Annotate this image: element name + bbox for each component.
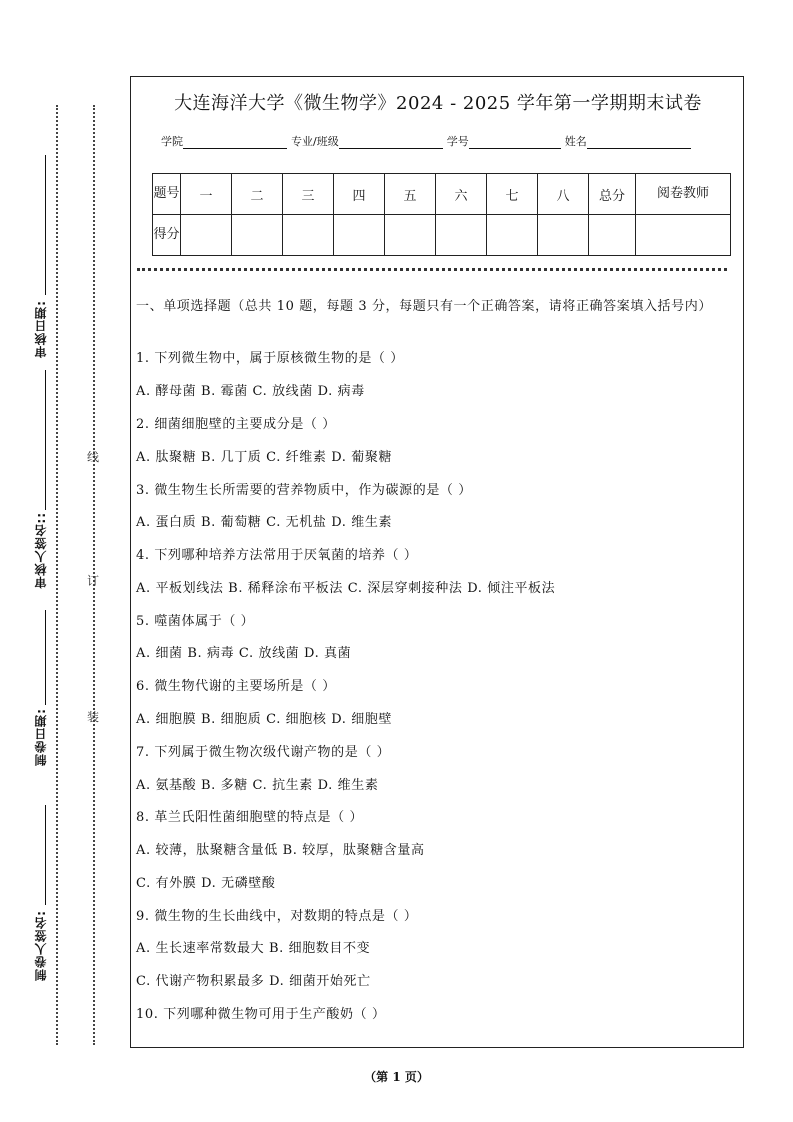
dotted-separator (137, 268, 727, 271)
score-table-header-row (153, 174, 731, 215)
question: 4. 下列哪种培养方法常用于厌氧菌的培养（ ） (136, 548, 418, 563)
total-score-column: 总分 (589, 174, 636, 215)
section-column: 四 (334, 174, 385, 215)
college-field[interactable] (183, 136, 287, 149)
score-cell[interactable] (283, 215, 334, 256)
reviewer-signature-label: 审核人签名:: (34, 512, 48, 589)
student-id-field[interactable] (469, 136, 561, 149)
section-column: 三 (283, 174, 334, 215)
question: 9. 微生物的生长曲线中，对数期的特点是（ ） (136, 909, 418, 924)
exam-frame (130, 76, 744, 1048)
score-label: 得分 (153, 215, 181, 256)
score-cell[interactable] (385, 215, 436, 256)
question: 10. 下列哪种微生物可用于生产酸奶（ ） (136, 1007, 386, 1022)
question-options: C. 代谢产物积累最多 D. 细菌开始死亡 (136, 974, 371, 989)
score-cell[interactable] (538, 215, 589, 256)
score-cell[interactable] (232, 215, 283, 256)
score-table (152, 173, 731, 256)
reviewer-cell[interactable] (636, 215, 731, 256)
student-info-row (161, 133, 695, 149)
score-table-score-row (153, 215, 731, 256)
question-options: A. 生长速率常数最大 B. 细胞数目不变 (136, 941, 371, 956)
name-label: 姓名 (564, 135, 587, 148)
bind-char-line: 线 (87, 450, 100, 464)
question-options: A. 酵母菌 B. 霉菌 C. 放线菌 D. 病毒 (136, 384, 365, 399)
student-id-label: 学号 (446, 135, 469, 148)
question: 5. 噬菌体属于（ ） (136, 614, 255, 629)
section-column: 五 (385, 174, 436, 215)
review-date-label: 审核日期: (34, 300, 48, 358)
college-label: 学院 (161, 135, 183, 148)
exam-title: 大连海洋大学《微生物学》2024 - 2025 学年第一学期期末试卷 (174, 93, 702, 114)
signature-line (45, 370, 46, 510)
question-options: A. 细胞膜 B. 细胞质 C. 细胞核 D. 细胞壁 (136, 712, 393, 727)
total-score-cell[interactable] (589, 215, 636, 256)
question: 2. 细菌细胞壁的主要成分是（ ） (136, 417, 336, 432)
compile-date-label: 制卷日期: (34, 708, 48, 766)
signature-line (45, 805, 46, 905)
binding-dotted-line (56, 105, 58, 1045)
question-options: A. 蛋白质 B. 葡萄糖 C. 无机盐 D. 维生素 (136, 515, 393, 530)
major-class-field[interactable] (339, 136, 443, 149)
question: 6. 微生物代谢的主要场所是（ ） (136, 679, 336, 694)
bind-char-staple: 订 (87, 574, 100, 588)
question-options: C. 有外膜 D. 无磷壁酸 (136, 876, 276, 891)
question: 7. 下列属于微生物次级代谢产物的是（ ） (136, 745, 391, 760)
question-number-label: 题号 (153, 174, 181, 215)
score-cell[interactable] (487, 215, 538, 256)
question: 8. 革兰氏阳性菌细胞壁的特点是（ ） (136, 810, 364, 825)
major-class-label: 专业/班级 (291, 135, 339, 148)
score-cell[interactable] (436, 215, 487, 256)
reviewer-column: 阅卷教师 (636, 174, 731, 215)
section-column: 一 (181, 174, 232, 215)
section-intro: 一、单项选择题（总共 10 题，每题 3 分，每题只有一个正确答案，请将正确答案填入括号内） (136, 299, 712, 314)
signature-line (45, 610, 46, 705)
score-cell[interactable] (334, 215, 385, 256)
question-options: A. 肽聚糖 B. 几丁质 C. 纤维素 D. 葡聚糖 (136, 450, 393, 465)
signature-line (45, 155, 46, 295)
question-options: A. 较薄，肽聚糖含量低 B. 较厚，肽聚糖含量高 (136, 843, 425, 858)
section-column: 七 (487, 174, 538, 215)
question-options: A. 氨基酸 B. 多糖 C. 抗生素 D. 维生素 (136, 778, 379, 793)
compiler-signature-label: 制卷人签名: (34, 910, 48, 981)
question-options: A. 细菌 B. 病毒 C. 放线菌 D. 真菌 (136, 646, 352, 661)
section-column: 八 (538, 174, 589, 215)
bind-char-bind: 装 (87, 710, 100, 724)
score-cell[interactable] (181, 215, 232, 256)
section-column: 六 (436, 174, 487, 215)
question: 1. 下列微生物中，属于原核微生物的是（ ） (136, 351, 404, 366)
section-column: 二 (232, 174, 283, 215)
question: 3. 微生物生长所需要的营养物质中，作为碳源的是（ ） (136, 483, 472, 498)
page-number: （第 1 页） (364, 1070, 429, 1084)
question-options: A. 平板划线法 B. 稀释涂布平板法 C. 深层穿刺接种法 D. 倾注平板法 (136, 581, 556, 596)
name-field[interactable] (587, 136, 691, 149)
